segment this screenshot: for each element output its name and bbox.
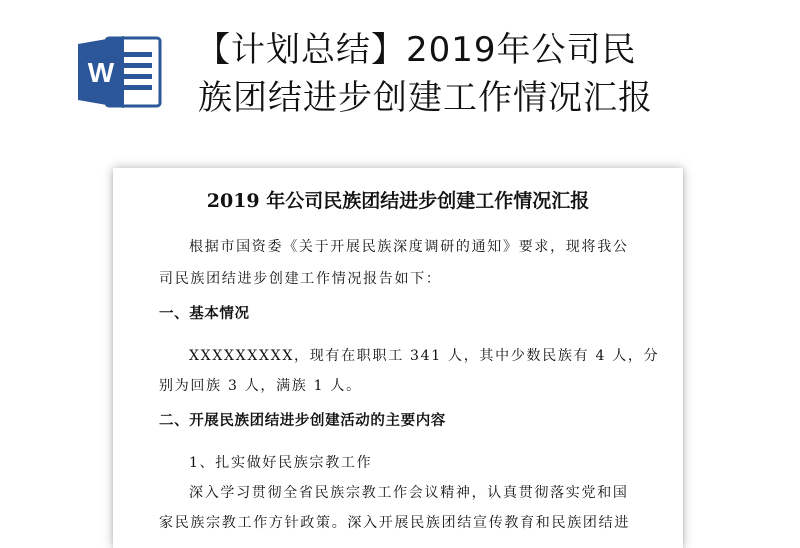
document-title: 2019 年公司民族团结进步创建工作情况汇报 <box>206 190 590 212</box>
sub1-line2: 家民族宗教工作方针政策。深入开展民族团结宣传教育和民族团结进 <box>159 515 630 531</box>
page-title-line1: 【计划总结】2019年公司民 <box>196 30 637 70</box>
intro-line2: 司民族团结进步创建工作情况报告如下： <box>159 271 442 287</box>
section1-line1: XXXXXXXXX，现有在职职工 341 人，其中少数民族有 4 人，分 <box>189 348 660 364</box>
section1-line2: 别为回族 3 人，满族 1 人。 <box>159 378 362 394</box>
document-page <box>113 168 683 548</box>
section2-heading: 二、开展民族团结进步创建活动的主要内容 <box>159 413 446 429</box>
section1-heading: 一、基本情况 <box>159 306 250 322</box>
sub1-line1: 深入学习贯彻全省民族宗教工作会议精神，认真贯彻落实党和国 <box>189 485 629 501</box>
word-document-icon <box>76 32 164 112</box>
sub1-heading: 1、扎实做好民族宗教工作 <box>189 455 373 471</box>
intro-line1: 根据市国资委《关于开展民族深度调研的通知》要求，现将我公 <box>189 239 629 255</box>
header <box>0 0 800 150</box>
word-icon-letter: W <box>87 57 115 88</box>
page-title <box>196 26 776 122</box>
page-title-line2: 族团结进步创建工作情况汇报 <box>198 78 653 118</box>
